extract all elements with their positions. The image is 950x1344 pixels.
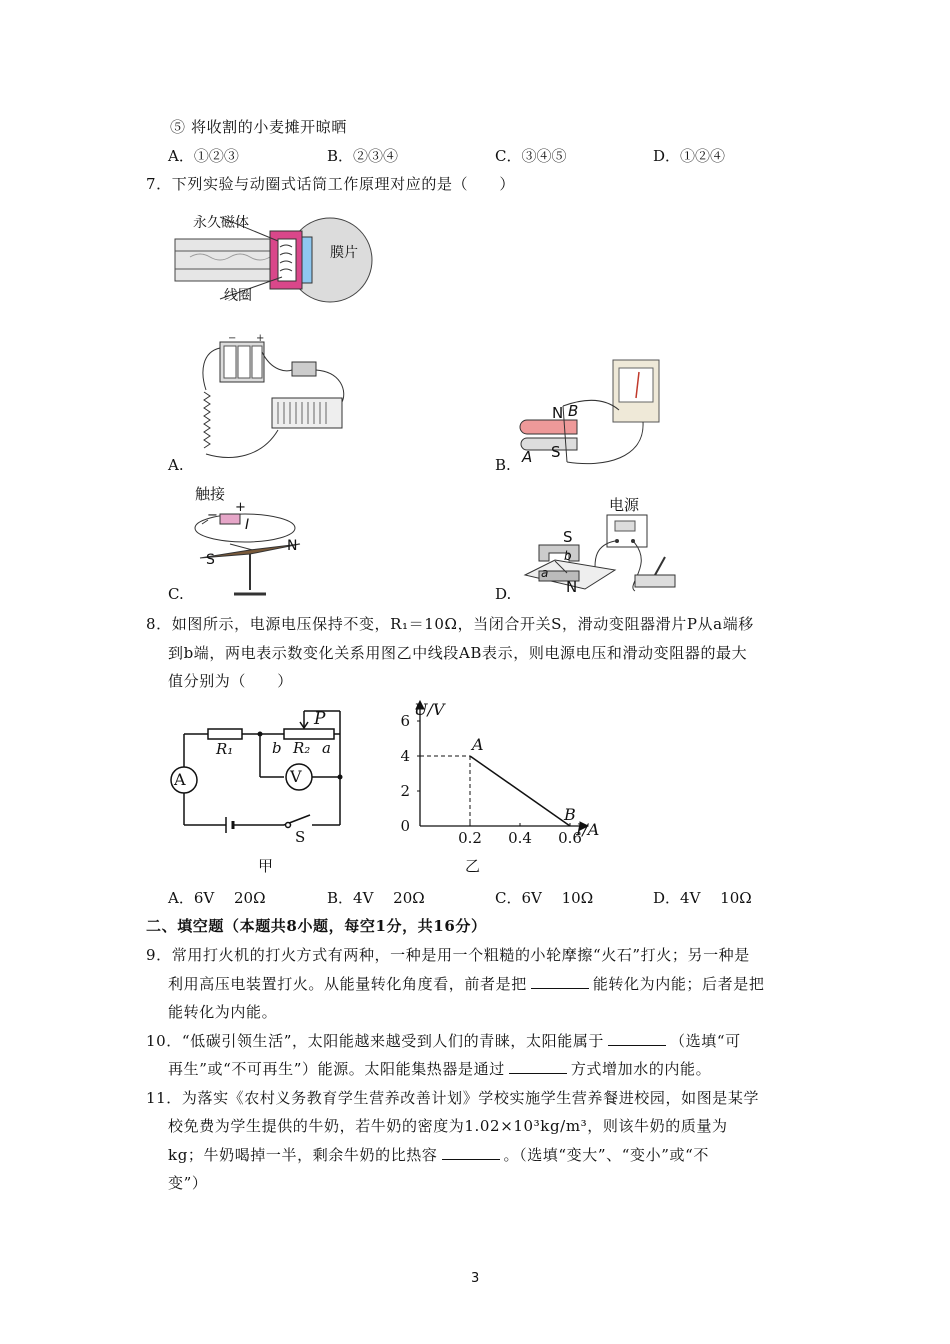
fig-c-label-n: N: [287, 538, 298, 554]
q6-option-a: A．①②③: [168, 147, 239, 165]
r2-label: R₂: [293, 739, 311, 757]
q6-option-d: D．①②④: [653, 147, 726, 165]
q9-line1: 9．常用打火机的打火方式有两种，一种是用一个粗糙的小轮摩擦“火石”打火；另一种是: [146, 946, 750, 964]
q10-line1: [146, 1030, 741, 1051]
q11-line2: 校免费为学生提供的牛奶，若牛奶的密度为1.02×10³kg/m³，则该牛奶的质量为: [168, 1117, 728, 1135]
q8-line2: 到b端，两电表示数变化关系用图乙中线段AB表示，则电源电压和滑动变阻器的最大: [168, 644, 748, 662]
q7-option-b: B.: [495, 456, 511, 474]
fig-b-label-n: N: [552, 404, 564, 422]
q8-line1: 8．如图所示，电源电压保持不变，R₁＝10Ω，当闭合开关S，滑动变阻器滑片P从a端移: [146, 615, 754, 633]
q9-line2-a: 利用高压电装置打火。从能量转化角度看，前者是把: [168, 975, 527, 993]
fig-b-label-b: B: [568, 402, 579, 420]
fig-d-label-n: N: [566, 578, 578, 596]
q8-option-b: B．4V 20Ω: [327, 889, 425, 907]
q9-line2: [168, 973, 764, 994]
q8-option-c: C．6V 10Ω: [495, 889, 594, 907]
fig-d-label-b: b: [564, 549, 572, 563]
b-label: b: [272, 739, 282, 757]
circuit-caption: 甲: [258, 857, 274, 875]
y-axis-label: U/V: [414, 700, 445, 719]
q10-blank-2[interactable]: [509, 1072, 567, 1074]
fig-d-label-s: S: [563, 528, 573, 546]
svg-text:−: −: [228, 333, 237, 344]
q8-option-d: D．4V 10Ω: [653, 889, 752, 907]
q7-option-c: C.: [168, 585, 184, 603]
fig-b-label-s: S: [551, 443, 561, 461]
q10-line2-b: 方式增加水的内能。: [570, 1060, 712, 1078]
fig-c-label-touch: 触接: [195, 485, 226, 503]
q9-line3: 能转化为内能。: [168, 1003, 278, 1021]
x-tick-label: 0.6: [558, 829, 582, 847]
q8-option-a: A．6V 20Ω: [168, 889, 266, 907]
q6-item5: ⑤ 将收割的小麦摊开晾晒: [170, 118, 347, 136]
figure-d-motor: [515, 505, 685, 600]
mic-label-magnet: 永久磁体: [193, 215, 249, 231]
q11-line1: 11．为落实《农村义务教育学生营养改善计划》学校实施学生营养餐进校园，如图是某学: [146, 1089, 760, 1107]
q10-line1-b: （选填“可: [670, 1032, 741, 1050]
r1-label: R₁: [216, 740, 234, 758]
q7-option-d: D.: [495, 585, 512, 603]
point-label-b: B: [564, 805, 576, 824]
fig-d-label-power: 电源: [609, 496, 640, 514]
y-tick-label: 4: [400, 747, 410, 765]
fig-c-label-current: I: [245, 517, 250, 533]
q7-option-a: A.: [168, 456, 184, 474]
fig-c-label-s: S: [206, 552, 215, 568]
q11-blank-1[interactable]: [442, 1158, 500, 1160]
q10-line2-a: 再生”或“不可再生”）能源。太阳能集热器是通过: [168, 1060, 505, 1078]
ammeter-label: A: [174, 770, 186, 789]
q7-stem: 7．下列实验与动圈式话筒工作原理对应的是（ ）: [146, 175, 515, 193]
q11-line3-a: kg；牛奶喝掉一半，剩余牛奶的比热容: [168, 1146, 438, 1164]
page-number: 3: [471, 1271, 480, 1286]
q10-line2: [168, 1058, 711, 1079]
x-tick-label: 0.2: [458, 829, 482, 847]
mic-label-diaphragm: 膜片: [330, 245, 358, 261]
x-axis-label: I/A: [576, 820, 600, 839]
q6-option-c: C．③④⑤: [495, 147, 567, 165]
point-label-a: A: [472, 735, 484, 754]
mic-label-coil: 线圈: [224, 288, 252, 304]
y-tick-label: 6: [400, 712, 410, 730]
q9-line2-b: 能转化为内能；后者是把: [592, 975, 765, 993]
q11-line3-b: 。（选填“变大”、“变小”或“不: [503, 1146, 709, 1164]
fig-c-label-minus: −: [207, 508, 218, 523]
circuit-diagram: [160, 705, 360, 840]
x-tick-label: 0.4: [508, 829, 532, 847]
figure-b-galvanometer: [515, 358, 665, 468]
svg-text:+: +: [256, 333, 265, 344]
q6-option-b: B．②③④: [327, 147, 399, 165]
section-2-heading: 二、填空题（本题共8小题，每空1分，共16分）: [146, 917, 487, 935]
q8-line3: 值分别为（ ）: [168, 672, 293, 690]
a-label: a: [322, 739, 331, 757]
q11-line3: [168, 1144, 709, 1165]
q10-blank-1[interactable]: [608, 1044, 666, 1046]
switch-label: S: [295, 828, 306, 846]
y-tick-label: 2: [400, 782, 410, 800]
fig-b-label-a: A: [522, 448, 533, 466]
series-line-ab: [470, 756, 570, 826]
fig-c-label-plus: +: [235, 500, 246, 515]
q11-line4: 变”）: [168, 1174, 208, 1192]
figure-a-electromagnet: [192, 332, 352, 472]
y-tick-label: 0: [400, 817, 410, 835]
voltmeter-label: V: [290, 767, 302, 786]
q9-blank-1[interactable]: [531, 987, 589, 989]
p-label: P: [314, 709, 326, 729]
q10-line1-a: 10．“低碳引领生活”，太阳能越来越受到人们的青睐，太阳能属于: [146, 1032, 605, 1050]
fig-d-label-a: a: [541, 566, 549, 580]
graph-caption: 乙: [465, 857, 481, 875]
